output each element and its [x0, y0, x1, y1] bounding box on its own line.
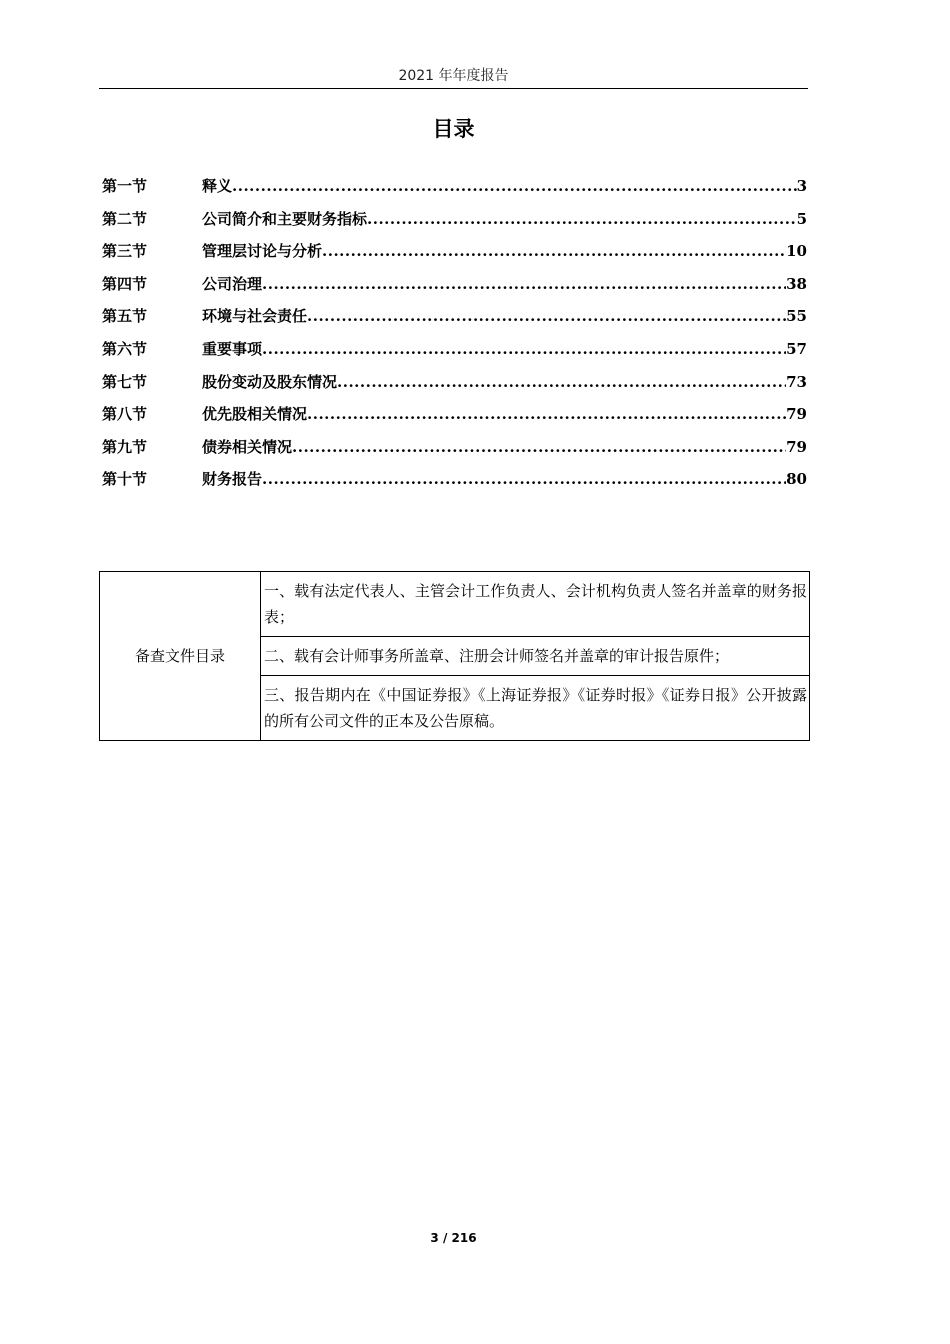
toc-section-name: 财务报告: [202, 470, 263, 489]
toc-dot-leader: [232, 170, 797, 203]
reference-document-item: 一、载有法定代表人、主管会计工作负责人、会计机构负责人签名并盖章的财务报表；: [261, 572, 810, 637]
toc-entry[interactable]: [102, 170, 807, 203]
toc-entry[interactable]: [102, 268, 807, 301]
toc-section-name: 环境与社会责任: [202, 307, 308, 326]
toc-entry[interactable]: [102, 333, 807, 366]
toc-section-name: 释义: [202, 177, 233, 195]
toc-entry[interactable]: [102, 300, 807, 333]
toc-section-name: 股份变动及股东情况: [202, 372, 338, 391]
toc-page-number: 80: [786, 470, 807, 489]
toc-dot-leader: [307, 300, 786, 333]
toc-dot-leader: [262, 268, 786, 301]
toc-section-number: 第八节: [102, 405, 148, 424]
toc-section-number: 第五节: [102, 307, 148, 326]
toc-section-number: 第六节: [102, 339, 148, 358]
toc-title: 目录: [432, 117, 475, 141]
toc-page-number: 55: [786, 307, 807, 326]
toc-page-number: 3: [796, 177, 807, 195]
toc-section-name: 管理层讨论与分析: [202, 242, 323, 261]
toc-section-name: 重要事项: [202, 339, 263, 358]
toc-dot-leader: [262, 333, 786, 366]
running-header: 2021 年年度报告: [398, 68, 509, 84]
toc-page-number: 79: [786, 405, 807, 424]
toc-section-name: 公司治理: [202, 274, 263, 293]
toc-dot-leader: [262, 463, 786, 496]
table-of-contents: [102, 170, 807, 496]
toc-section-number: 第一节: [102, 177, 148, 195]
toc-dot-leader: [307, 398, 786, 431]
toc-section-name: 公司简介和主要财务指标: [202, 209, 368, 228]
reference-documents-table: [99, 571, 810, 741]
reference-document-item: 二、载有会计师事务所盖章、注册会计师签名并盖章的审计报告原件；: [261, 637, 810, 676]
toc-entry[interactable]: [102, 366, 807, 399]
toc-entry[interactable]: [102, 431, 807, 464]
toc-section-number: 第十节: [102, 470, 148, 489]
toc-entry[interactable]: [102, 398, 807, 431]
header-divider: [99, 88, 808, 89]
toc-page-number: 5: [796, 209, 807, 228]
toc-section-number: 第九节: [102, 437, 148, 456]
page-number: 3 / 216: [430, 1231, 477, 1245]
toc-page-number: 38: [786, 274, 807, 293]
toc-section-number: 第七节: [102, 372, 148, 391]
toc-page-number: 79: [786, 437, 807, 456]
toc-entry[interactable]: [102, 203, 807, 236]
toc-page-number: 10: [786, 242, 807, 261]
toc-page-number: 57: [786, 339, 807, 358]
toc-dot-leader: [367, 203, 797, 236]
toc-dot-leader: [292, 431, 786, 464]
toc-section-name: 优先股相关情况: [202, 405, 308, 424]
toc-dot-leader: [337, 366, 786, 399]
toc-section-name: 债券相关情况: [202, 437, 293, 456]
reference-document-item: 三、报告期内在《中国证券报》《上海证券报》《证券时报》《证券日报》公开披露的所有公司文件的正本及公告原稿。: [261, 676, 810, 741]
table-row: [100, 572, 810, 637]
toc-page-number: 73: [786, 372, 807, 391]
toc-section-number: 第三节: [102, 242, 148, 261]
toc-section-number: 第四节: [102, 274, 148, 293]
toc-entry[interactable]: [102, 235, 807, 268]
toc-section-number: 第二节: [102, 209, 148, 228]
toc-entry[interactable]: [102, 463, 807, 496]
reference-documents-label: 备查文件目录: [100, 572, 261, 741]
toc-dot-leader: [322, 235, 786, 268]
